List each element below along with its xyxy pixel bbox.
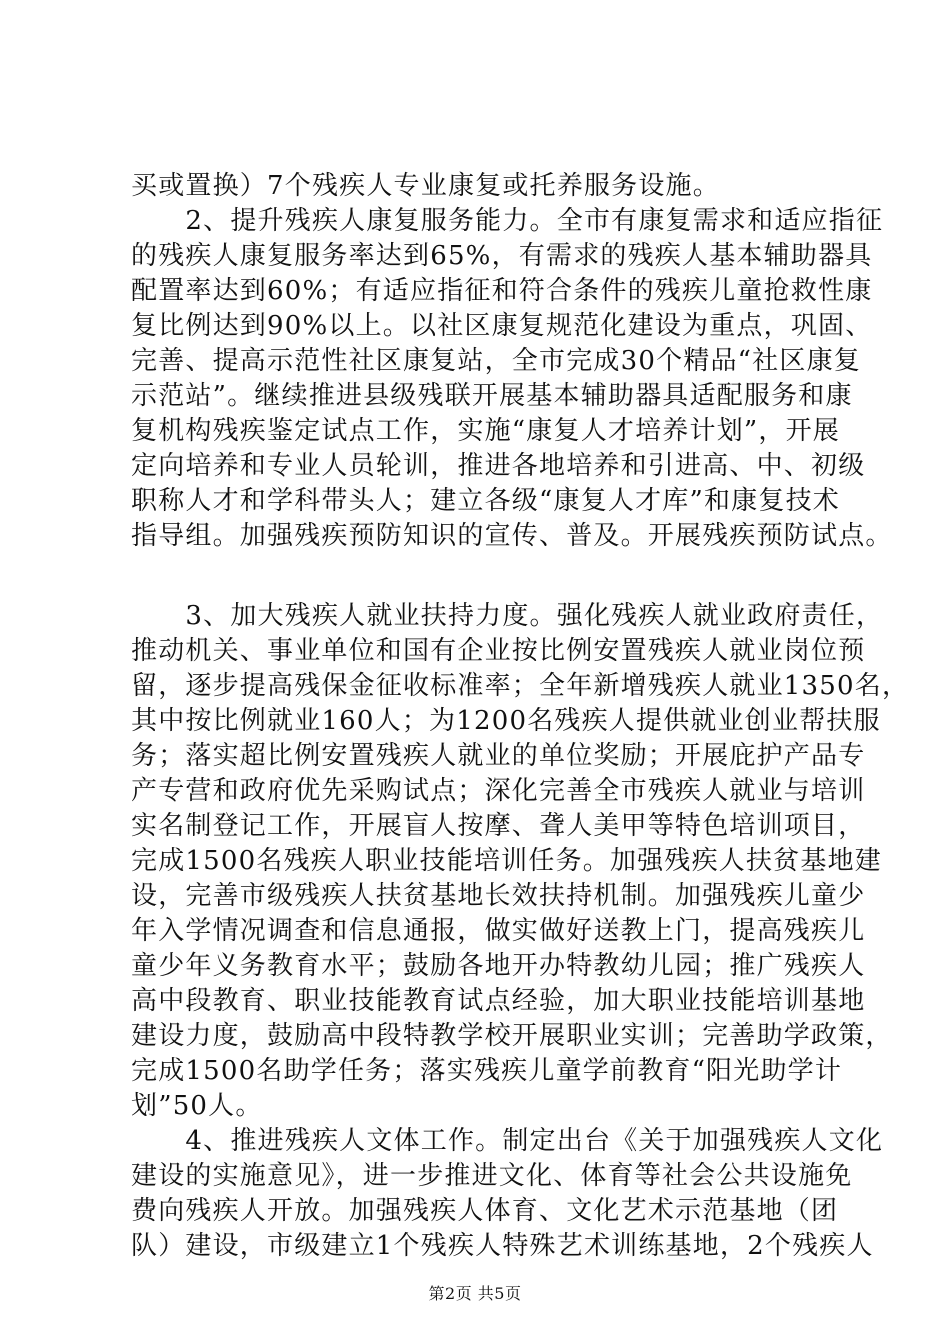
text-line: 的残疾人康复服务率达到65%，有需求的残疾人基本辅助器具 (131, 241, 873, 271)
text-line: 职称人才和学科带头人；建立各级“康复人才库”和康复技术 (131, 486, 840, 516)
text-line: 留，逐步提高残保金征收标准率；全年新增残疾人就业1350名， (131, 671, 910, 701)
text-line: 示范站”。继续推进县级残联开展基本辅助器具适配服务和康 (131, 381, 853, 411)
page-footer: 第2页 共5页 (428, 1284, 522, 1303)
text-line: 务；落实超比例安置残疾人就业的单位奖励；开展庇护产品专 (131, 741, 866, 771)
text-line: 建设力度，鼓励高中段特教学校开展职业实训；完善助学政策， (131, 1021, 893, 1051)
text-line: 实名制登记工作，开展盲人按摩、聋人美甲等特色培训项目， (131, 811, 866, 841)
text-line: 推动机关、事业单位和国有企业按比例安置残疾人就业岗位预 (131, 636, 866, 666)
text-line: 完善、提高示范性社区康复站，全市完成30个精品“社区康复 (131, 346, 861, 376)
text-line: 设，完善市级残疾人扶贫基地长效扶持机制。加强残疾儿童少 (131, 881, 866, 911)
text-line: 定向培养和专业人员轮训，推进各地培养和引进高、中、初级 (131, 451, 866, 481)
text-line: 完成1500名残疾人职业技能培训任务。加强残疾人扶贫基地建 (131, 846, 882, 876)
text-line: 3、加大残疾人就业扶持力度。强化残疾人就业政府责任， (131, 601, 884, 631)
text-line: 买或置换）7个残疾人专业康复或托养服务设施。 (131, 171, 720, 201)
text-line: 指导组。加强残疾预防知识的宣传、普及。开展残疾预防试点。 (131, 521, 893, 551)
text-line: 高中段教育、职业技能教育试点经验，加大职业技能培训基地 (131, 986, 866, 1016)
text-line: 其中按比例就业160人；为1200名残疾人提供就业创业帮扶服 (131, 706, 881, 736)
text-line: 划”50人。 (131, 1091, 263, 1121)
text-line: 完成1500名助学任务；落实残疾儿童学前教育“阳光助学计 (131, 1056, 843, 1086)
text-line: 配置率达到60%；有适应指征和符合条件的残疾儿童抢救性康 (131, 276, 873, 306)
text-line: 2、提升残疾人康复服务能力。全市有康复需求和适应指征 (131, 206, 884, 236)
text-line: 建设的实施意见》，进一步推进文化、体育等社会公共设施免 (131, 1161, 853, 1191)
text-line: 4、推进残疾人文体工作。制定出台《关于加强残疾人文化 (131, 1126, 884, 1156)
text-line: 童少年义务教育水平；鼓励各地开办特教幼儿园；推广残疾人 (131, 951, 866, 981)
text-line: 费向残疾人开放。加强残疾人体育、文化艺术示范基地（团 (131, 1196, 839, 1226)
text-line: 产专营和政府优先采购试点；深化完善全市残疾人就业与培训 (131, 776, 866, 806)
text-line: 队）建设，市级建立1个残疾人特殊艺术训练基地，2个残疾人 (131, 1231, 874, 1261)
text-line: 复机构残疾鉴定试点工作，实施“康复人才培养计划”，开展 (131, 416, 840, 446)
text-line: 年入学情况调查和信息通报，做实做好送教上门，提高残疾儿 (131, 916, 866, 946)
text-line: 复比例达到90%以上。以社区康复规范化建设为重点，巩固、 (131, 311, 873, 341)
